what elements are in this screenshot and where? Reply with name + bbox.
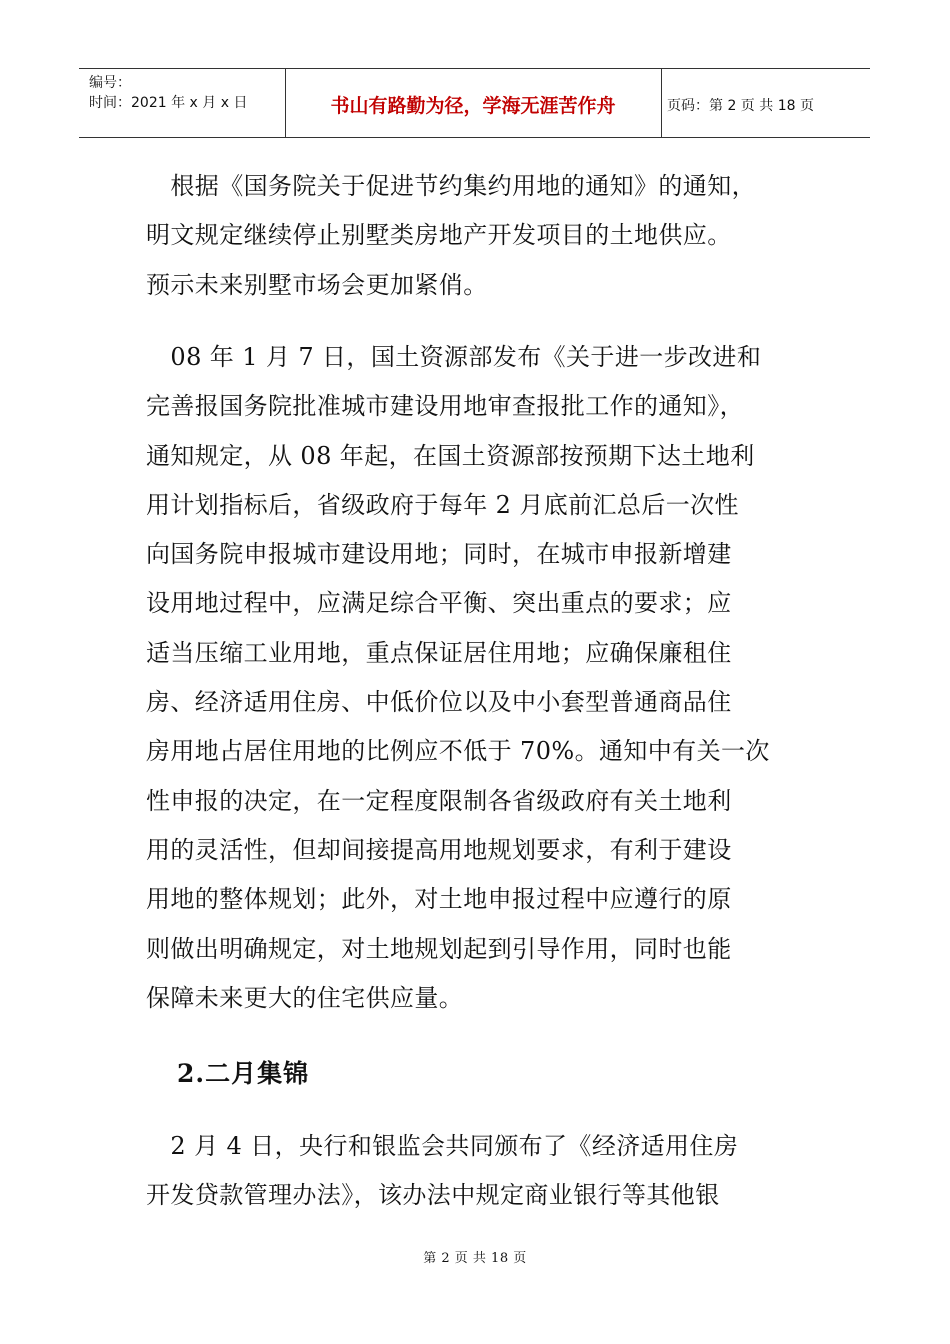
paragraph-line: 向国务院申报城市建设用地；同时，在城市申报新增建 xyxy=(146,540,732,569)
paragraph-line: 房用地占居住用地的比例应不低于 70%。通知中有关一次 xyxy=(146,737,770,766)
section-heading: 2.二月集锦 xyxy=(177,1059,310,1088)
paragraph-line: 明文规定继续停止别墅类房地产开发项目的土地供应。 xyxy=(146,221,732,250)
paragraph-line: 适当压缩工业用地，重点保证居住用地；应确保廉租住 xyxy=(146,638,732,667)
header-meta-cell xyxy=(79,69,286,137)
paragraph-line: 预示未来别墅市场会更加紧俏。 xyxy=(146,270,488,299)
document-time-label: 时间：2021 年 x 月 x 日 xyxy=(89,95,248,111)
paragraph-line: 用地的整体规划；此外，对土地申报过程中应遵行的原 xyxy=(146,885,732,914)
paragraph-line: 开发贷款管理办法》，该办法中规定商业银行等其他银 xyxy=(146,1181,720,1210)
header-motto-cell xyxy=(285,69,662,137)
page-header-table xyxy=(79,68,870,138)
paragraph-line: 则做出明确规定，对土地规划起到引导作用，同时也能 xyxy=(146,934,732,963)
paragraph-line: 通知规定，从 08 年起，在国土资源部按预期下达土地利 xyxy=(146,441,755,470)
paragraph-line: 设用地过程中，应满足综合平衡、突出重点的要求；应 xyxy=(146,589,732,618)
header-motto: 书山有路勤为径，学海无涯苦作舟 xyxy=(330,95,616,117)
document-number-label: 编号： xyxy=(89,75,131,91)
paragraph-line: 保障未来更大的住宅供应量。 xyxy=(146,983,464,1012)
paragraph-line: 性申报的决定，在一定程度限制各省级政府有关土地利 xyxy=(146,786,732,815)
paragraph-line: 用计划指标后，省级政府于每年 2 月底前汇总后一次性 xyxy=(146,490,739,519)
paragraph-3 xyxy=(146,1122,816,1221)
page-footer: 第 2 页 共 18 页 xyxy=(423,1251,527,1266)
paragraph-line: 08 年 1 月 7 日，国土资源部发布《关于进一步改进和 xyxy=(146,343,762,371)
paragraph-line: 2 月 4 日，央行和银监会共同颁布了《经济适用住房 xyxy=(146,1132,739,1160)
paragraph-line: 房、经济适用住房、中低价位以及中小套型普通商品住 xyxy=(146,688,732,717)
header-page-label: 页码：第 2 页 共 18 页 xyxy=(667,98,814,114)
paragraph-2 xyxy=(146,333,816,1023)
header-page-cell xyxy=(661,69,870,137)
paragraph-line: 用的灵活性，但却间接提高用地规划要求，有利于建设 xyxy=(146,835,732,864)
paragraph-line: 完善报国务院批准城市建设用地审查报批工作的通知》， xyxy=(146,392,744,421)
paragraph-1 xyxy=(146,162,816,310)
paragraph-line: 根据《国务院关于促进节约集约用地的通知》的通知， xyxy=(146,172,756,200)
